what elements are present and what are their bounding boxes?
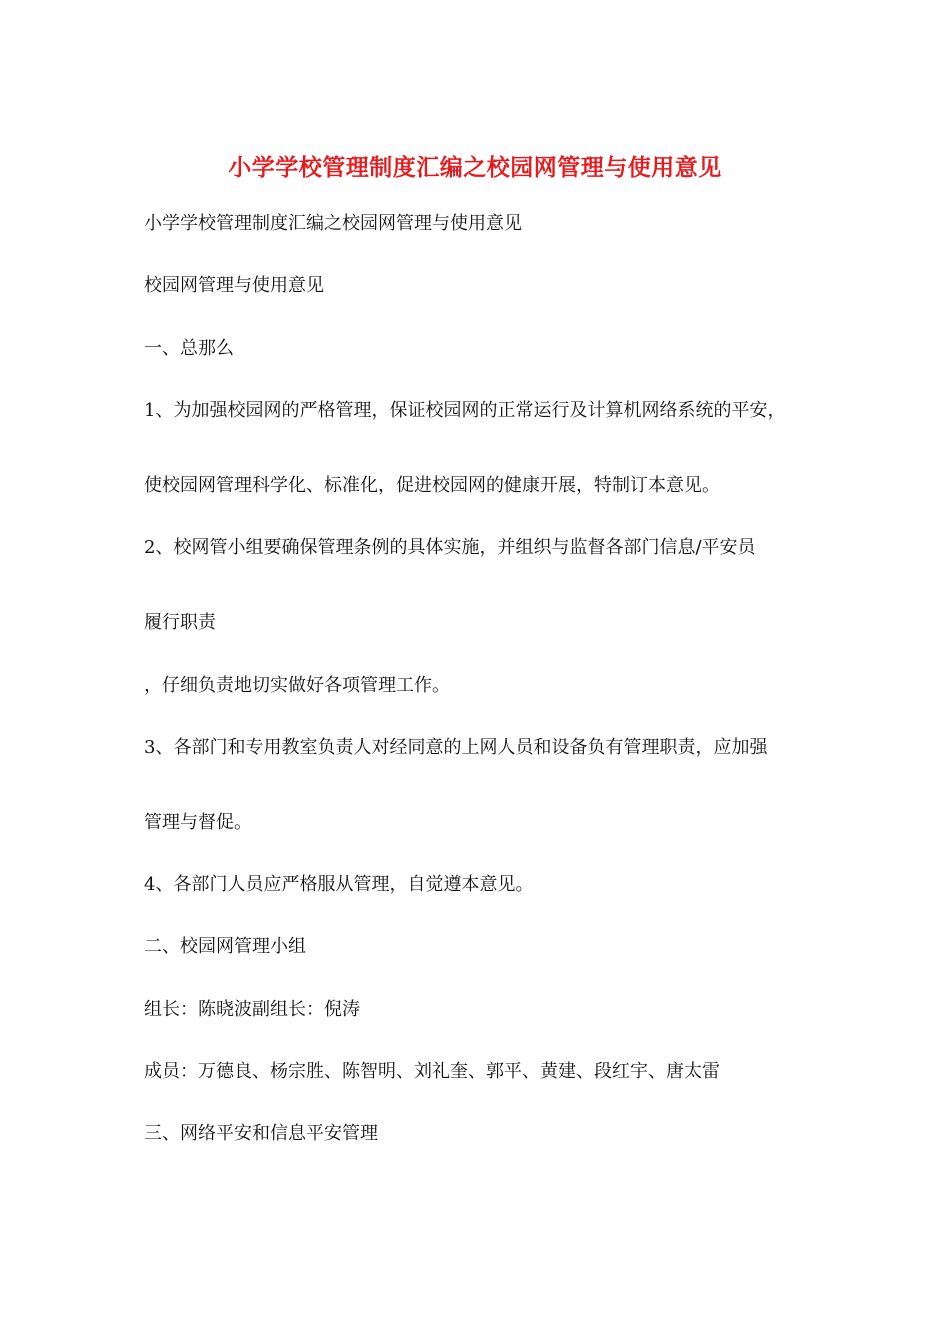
paragraph-heading — [144, 272, 824, 300]
document-title: 小学学校管理制度汇编之校园网管理与使用意见 — [228, 154, 722, 181]
paragraph-text: ，仔细负责地切实做好各项管理工作。 — [144, 675, 450, 696]
paragraph-text: 组长：陈晓波副组长：倪涛 — [144, 999, 360, 1020]
section-heading-2 — [144, 933, 824, 961]
paragraph-item-3 — [144, 734, 824, 762]
paragraph-item-4 — [144, 871, 824, 899]
paragraph-text: 履行职责 — [144, 612, 216, 633]
paragraph-item-1 — [144, 397, 824, 425]
paragraph-text: 小学学校管理制度汇编之校园网管理与使用意见 — [144, 213, 522, 234]
paragraph-subtitle — [144, 210, 824, 238]
paragraph-text: 成员：万德良、杨宗胜、陈智明、刘礼奎、郭平、黄建、段红宇、唐太雷 — [144, 1061, 720, 1082]
section-heading-1 — [144, 335, 824, 363]
item-number: 2 — [144, 537, 156, 558]
paragraph-text: 、各部门人员应严格服从管理，自觉遵本意见。 — [155, 874, 534, 895]
paragraph-text: 、校网管小组要确保管理条例的具体实施，并组织与监督各部门信息/平安员 — [155, 537, 756, 558]
paragraph-text: 二、校园网管理小组 — [144, 936, 306, 957]
paragraph-text: 、各部门和专用教室负责人对经同意的上网人员和设备负有管理职责，应加强 — [155, 737, 768, 758]
item-number: 3 — [144, 737, 156, 758]
paragraph-item-1-continued — [144, 472, 824, 500]
paragraph-item-3-continued — [144, 809, 824, 837]
paragraph-group-members — [144, 1058, 824, 1086]
paragraph-item-2-continued — [144, 609, 824, 637]
paragraph-text: 管理与督促。 — [144, 812, 252, 833]
paragraph-item-2-continued-2 — [144, 672, 824, 700]
paragraph-text: 、为加强校园网的严格管理，保证校园网的正常运行及计算机网络系统的平安， — [155, 400, 786, 421]
section-heading-3 — [144, 1120, 824, 1148]
paragraph-text: 校园网管理与使用意见 — [144, 275, 324, 296]
item-number: 1 — [144, 400, 156, 421]
item-number: 4 — [144, 874, 156, 895]
paragraph-group-leader — [144, 996, 824, 1024]
paragraph-text: 使校园网管理科学化、标准化，促进校园网的健康开展，特制订本意见。 — [144, 475, 720, 496]
paragraph-text: 一、总那么 — [144, 338, 234, 359]
paragraph-text: 三、网络平安和信息平安管理 — [144, 1123, 378, 1144]
paragraph-item-2 — [144, 534, 824, 562]
